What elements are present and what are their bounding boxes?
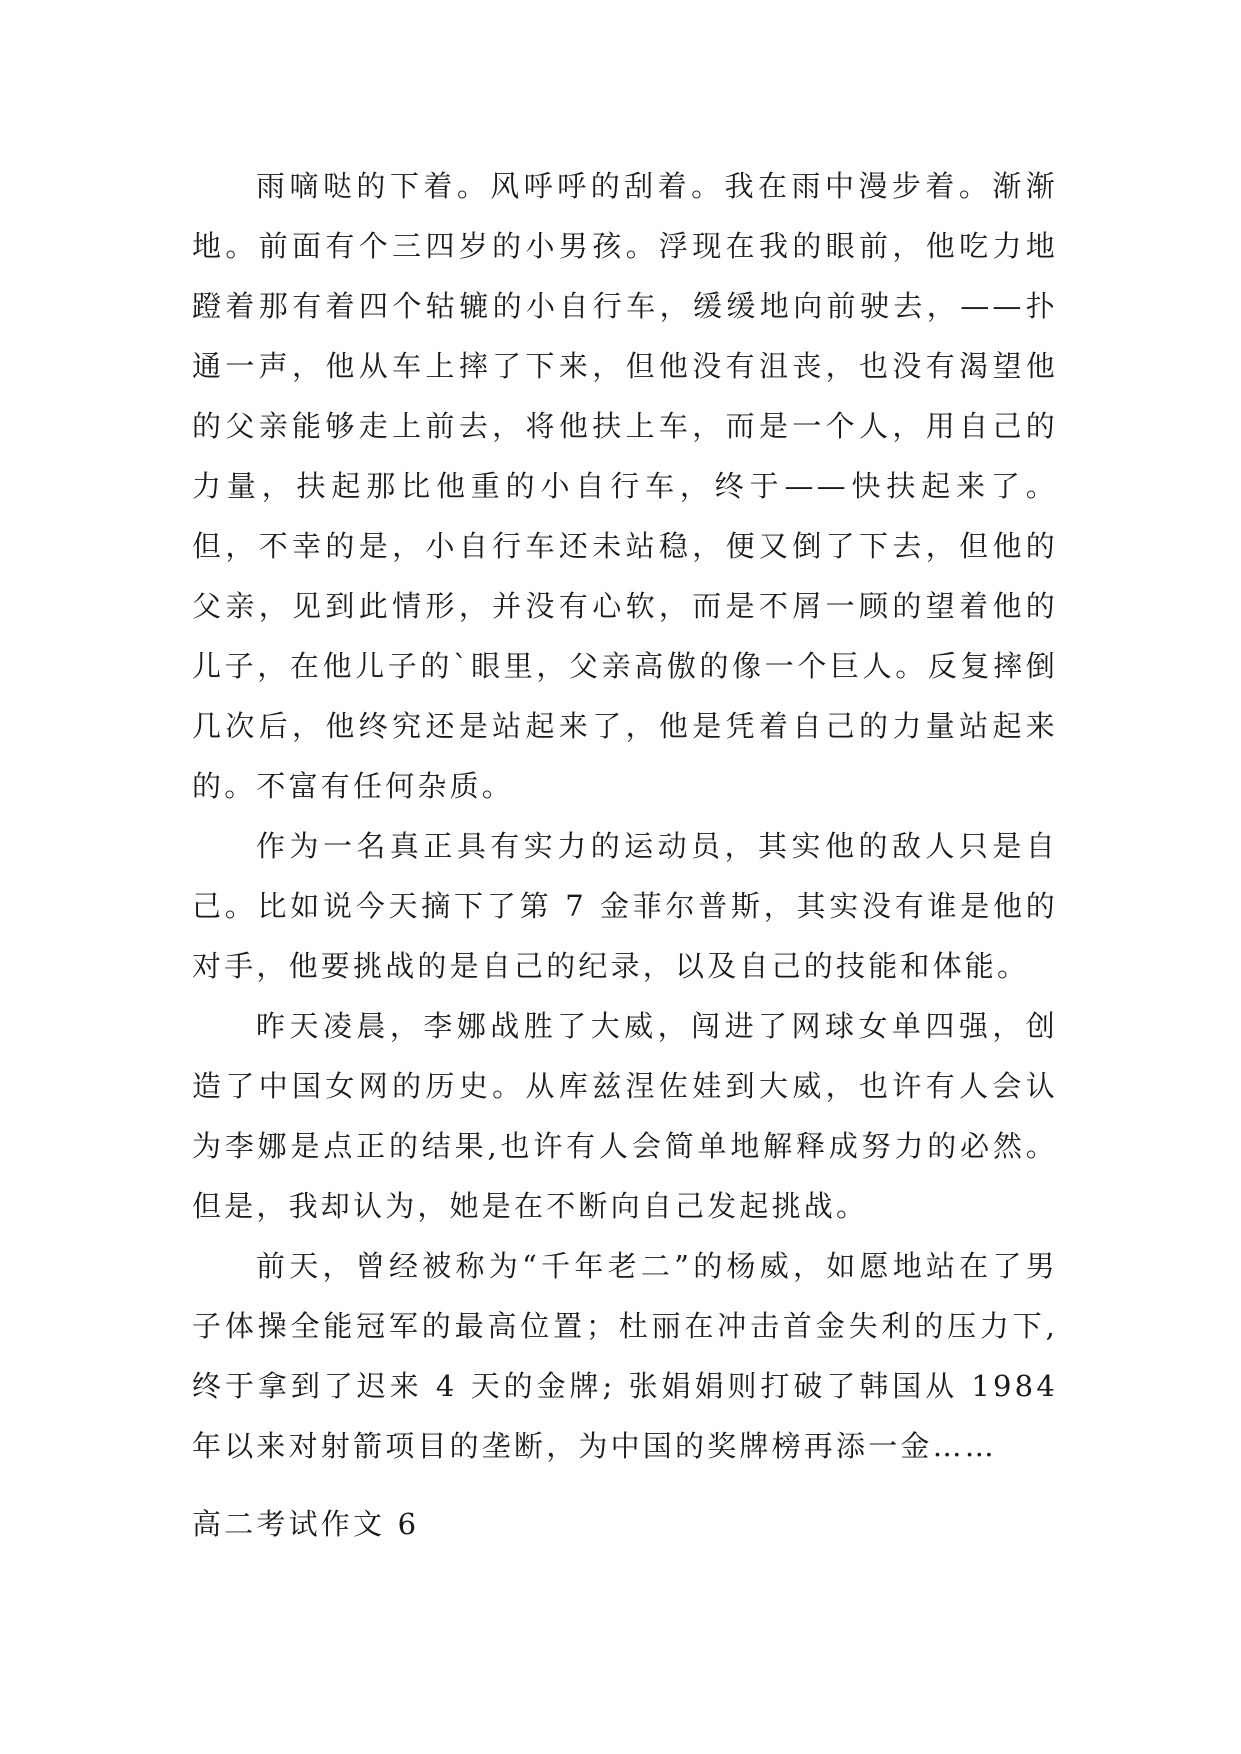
paragraph-li-na: 昨天凌晨，李娜战胜了大威，闯进了网球女单四强，创造了中国女网的历史。从库兹涅佐娃到大威，也许有人会认为李娜是点正的结果,也许有人会简单地解释成努力的必然。但是，我却认为，她是在不断向自己发起挑战。 [192, 1009, 1058, 1223]
essay-body [192, 156, 1058, 1476]
section-heading: 高二考试作文 6 [192, 1507, 420, 1541]
paragraph-yang-wei: 前天，曾经被称为“千年老二”的杨威，如愿地站在了男子体操全能冠军的最高位置；杜丽在冲击首金失利的压力下,终于拿到了迟来 4 天的金牌; 张娟娟则打破了韩国从 1984 年以来对射箭项目的垄断，为中国的奖牌榜再添一金…… [192, 1249, 1058, 1463]
paragraph-rain-boy: 雨嘀哒的下着。风呼呼的刮着。我在雨中漫步着。渐渐地。前面有个三四岁的小男孩。浮现在我的眼前，他吃力地蹬着那有着四个轱辘的小自行车，缓缓地向前驶去，——扑通一声，他从车上摔了下来，但他没有沮丧，也没有渴望他的父亲能够走上前去，将他扶上车，而是一个人，用自己的力量，扶起那比他重的小自行车，终于——快扶起来了。但，不幸的是，小自行车还未站稳，便又倒了下去，但他的父亲，见到此情形，并没有心软，而是不屑一顾的望着他的儿子，在他儿子的`眼里，父亲高傲的像一个巨人。反复摔倒几次后，他终究还是站起来了，他是凭着自己的力量站起来的。不富有任何杂质。 [192, 169, 1058, 803]
paragraph-athlete: 作为一名真正具有实力的运动员，其实他的敌人只是自己。比如说今天摘下了第 7 金菲尔普斯，其实没有谁是他的对手，他要挑战的是自己的纪录，以及自己的技能和体能。 [192, 829, 1058, 983]
